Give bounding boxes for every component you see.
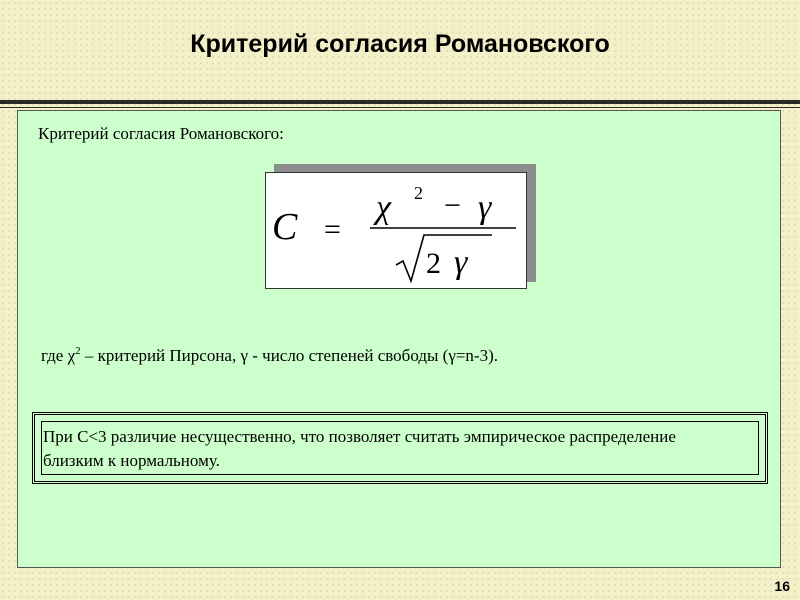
- formula-lhs: C: [272, 206, 298, 248]
- formula-graphic: [266, 173, 528, 290]
- legend-formula-tail: =n-3).: [455, 346, 499, 365]
- formula-chi-power: 2: [414, 183, 423, 203]
- formula-gamma: γ: [478, 189, 492, 226]
- legend-gamma-2: γ: [448, 346, 456, 365]
- page-number: 16: [774, 578, 790, 594]
- title-divider-thin: [0, 107, 800, 108]
- formula-chi: χ: [376, 189, 391, 226]
- legend-gamma: γ: [240, 346, 248, 365]
- legend-line: [41, 345, 498, 366]
- legend-where: где: [41, 346, 64, 365]
- legend-chi-power: 2: [75, 345, 81, 357]
- note-box: [32, 412, 768, 484]
- formula-box: [265, 172, 527, 289]
- formula-gamma-denominator: γ: [454, 244, 468, 281]
- title-divider-thick: [0, 100, 800, 104]
- formula-equals: =: [324, 213, 341, 246]
- legend-gamma-desc: - число степеней свободы (: [247, 346, 449, 365]
- legend-chi: χ: [67, 346, 76, 365]
- sqrt-radical: [396, 235, 492, 281]
- formula-two: 2: [426, 247, 441, 280]
- note-text: При С<3 различие несущественно, что позволяет считать эмпирическое распределение близким к нормальному.: [43, 427, 676, 470]
- slide-title: Критерий согласия Романовского: [190, 30, 610, 58]
- panel-label: Критерий согласия Романовского:: [38, 124, 284, 143]
- formula-minus: −: [444, 189, 461, 222]
- legend-chi-desc: – критерий Пирсона,: [80, 346, 241, 365]
